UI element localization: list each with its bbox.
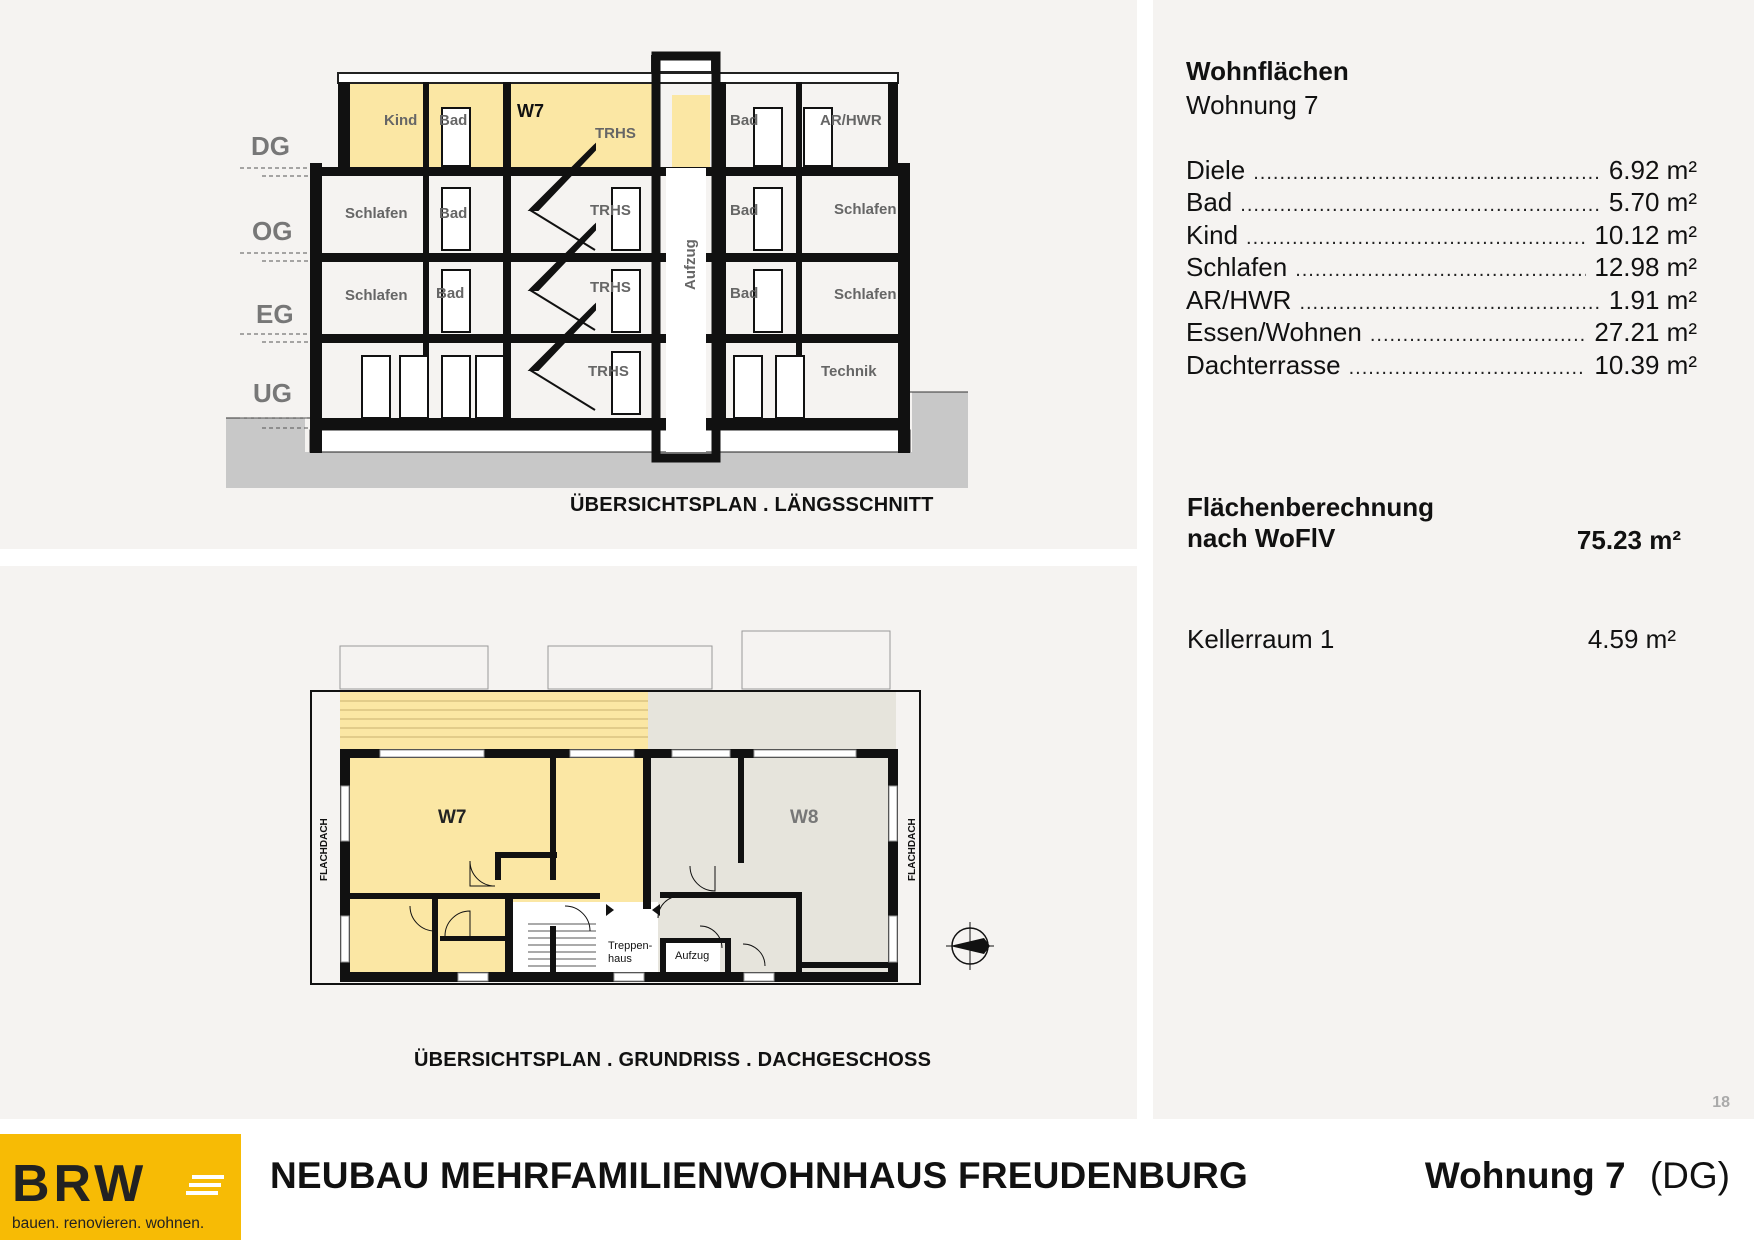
longitudinal-section-drawing bbox=[0, 0, 1137, 549]
keller-value: 4.59 m² bbox=[1587, 624, 1676, 654]
stairs-section bbox=[530, 145, 595, 410]
room-label: Bad bbox=[730, 112, 759, 129]
area-row-diele bbox=[1186, 155, 1697, 187]
north-arrow-icon bbox=[946, 922, 994, 970]
calc-title-line2: nach WoFlV bbox=[1187, 523, 1336, 553]
elevator-label: Aufzug bbox=[682, 239, 699, 290]
area-value: 10.39 m² bbox=[1594, 350, 1697, 380]
room-label: Schlafen bbox=[345, 287, 408, 304]
area-value: 1.91 m² bbox=[1608, 285, 1697, 315]
stairwell-label: Treppen- bbox=[608, 940, 653, 952]
flachdach-label-right: FLACHDACH bbox=[907, 818, 918, 881]
room-label: Bad bbox=[730, 202, 759, 219]
leader-dots bbox=[1299, 292, 1600, 315]
project-title: NEUBAU MEHRFAMILIENWOHNHAUS FREUDENBURG bbox=[270, 1155, 1249, 1196]
logo-text: BRW bbox=[12, 1155, 148, 1213]
area-label: Diele bbox=[1186, 155, 1246, 185]
leader-dots bbox=[1295, 259, 1586, 282]
room-label: TRHS bbox=[595, 125, 636, 142]
area-value: 6.92 m² bbox=[1608, 155, 1697, 185]
calc-title-line1: Flächenberechnung bbox=[1187, 492, 1435, 522]
page-number: 18 bbox=[1712, 1094, 1730, 1111]
level-label-eg: EG bbox=[256, 299, 294, 329]
plan-caption: ÜBERSICHTSPLAN . GRUNDRISS . DACHGESCHOSS bbox=[414, 1049, 932, 1071]
area-row-bad bbox=[1186, 187, 1697, 219]
area-label: AR/HWR bbox=[1186, 285, 1292, 315]
calc-title bbox=[1187, 492, 1434, 554]
area-label: Bad bbox=[1186, 187, 1233, 217]
area-label: Schlafen bbox=[1186, 252, 1288, 282]
area-value: 5.70 m² bbox=[1608, 187, 1697, 217]
unit-label-w7: W7 bbox=[438, 807, 467, 828]
room-label: Bad bbox=[730, 285, 759, 302]
room-label: Schlafen bbox=[834, 286, 897, 303]
stairwell-label: haus bbox=[608, 953, 632, 965]
section-panel bbox=[0, 0, 1137, 549]
room-label: Schlafen bbox=[834, 201, 897, 218]
area-value: 12.98 m² bbox=[1594, 252, 1697, 282]
areas-panel bbox=[1153, 0, 1754, 1119]
room-label: Kind bbox=[384, 112, 418, 129]
level-label-ug: UG bbox=[253, 378, 292, 408]
brw-logo bbox=[0, 1134, 241, 1240]
area-row-arhwr bbox=[1186, 285, 1697, 317]
areas-subtitle: Wohnung 7 bbox=[1186, 90, 1319, 120]
leader-dots bbox=[1253, 162, 1601, 185]
plan-panel bbox=[0, 566, 1137, 1119]
area-row-dachterrasse bbox=[1186, 350, 1697, 382]
unit-title-suffix: (DG) bbox=[1649, 1155, 1730, 1196]
level-label-og: OG bbox=[252, 216, 293, 246]
area-value: 10.12 m² bbox=[1594, 220, 1697, 250]
level-label-dg: DG bbox=[251, 131, 290, 161]
w7-highlight-dg bbox=[340, 82, 505, 168]
room-label: Bad bbox=[436, 285, 465, 302]
flachdach-label-left: FLACHDACH bbox=[319, 818, 330, 881]
keller-label: Kellerraum 1 bbox=[1187, 624, 1335, 654]
area-row-essen-wohnen bbox=[1186, 317, 1697, 349]
area-row-kind bbox=[1186, 220, 1697, 252]
elevator-label: Aufzug bbox=[675, 950, 710, 962]
room-label: TRHS bbox=[588, 363, 629, 380]
unit-label-w7: W7 bbox=[517, 101, 544, 121]
footer bbox=[0, 1119, 1754, 1240]
areas-title: Wohnflächen bbox=[1186, 56, 1349, 86]
logo-tagline: bauen. renovieren. wohnen. bbox=[12, 1215, 205, 1232]
section-caption: ÜBERSICHTSPLAN . LÄNGSSCHNITT bbox=[570, 494, 934, 516]
unit-label-w8: W8 bbox=[790, 807, 819, 828]
area-label: Kind bbox=[1186, 220, 1239, 250]
room-label: Bad bbox=[439, 205, 468, 222]
leader-dots bbox=[1240, 194, 1601, 217]
room-label: AR/HWR bbox=[820, 112, 882, 129]
logo-stripes-icon bbox=[186, 1173, 228, 1203]
room-label: Bad bbox=[439, 112, 468, 129]
unit-title bbox=[1425, 1155, 1730, 1197]
leader-dots bbox=[1246, 227, 1586, 250]
room-label: TRHS bbox=[590, 279, 631, 296]
leader-dots bbox=[1370, 324, 1587, 347]
room-label: TRHS bbox=[590, 202, 631, 219]
calc-total: 75.23 m² bbox=[1576, 525, 1681, 555]
area-label: Essen/Wohnen bbox=[1186, 317, 1362, 347]
terrace-w8 bbox=[648, 692, 896, 749]
unit-title-bold: Wohnung 7 bbox=[1424, 1155, 1626, 1196]
leader-dots bbox=[1349, 357, 1587, 380]
area-value: 27.21 m² bbox=[1594, 317, 1697, 347]
room-label: Technik bbox=[821, 363, 877, 380]
area-row-schlafen bbox=[1186, 252, 1697, 284]
area-label: Dachterrasse bbox=[1186, 350, 1341, 380]
room-label: Schlafen bbox=[345, 205, 408, 222]
floor-plan-drawing bbox=[0, 566, 1137, 1119]
